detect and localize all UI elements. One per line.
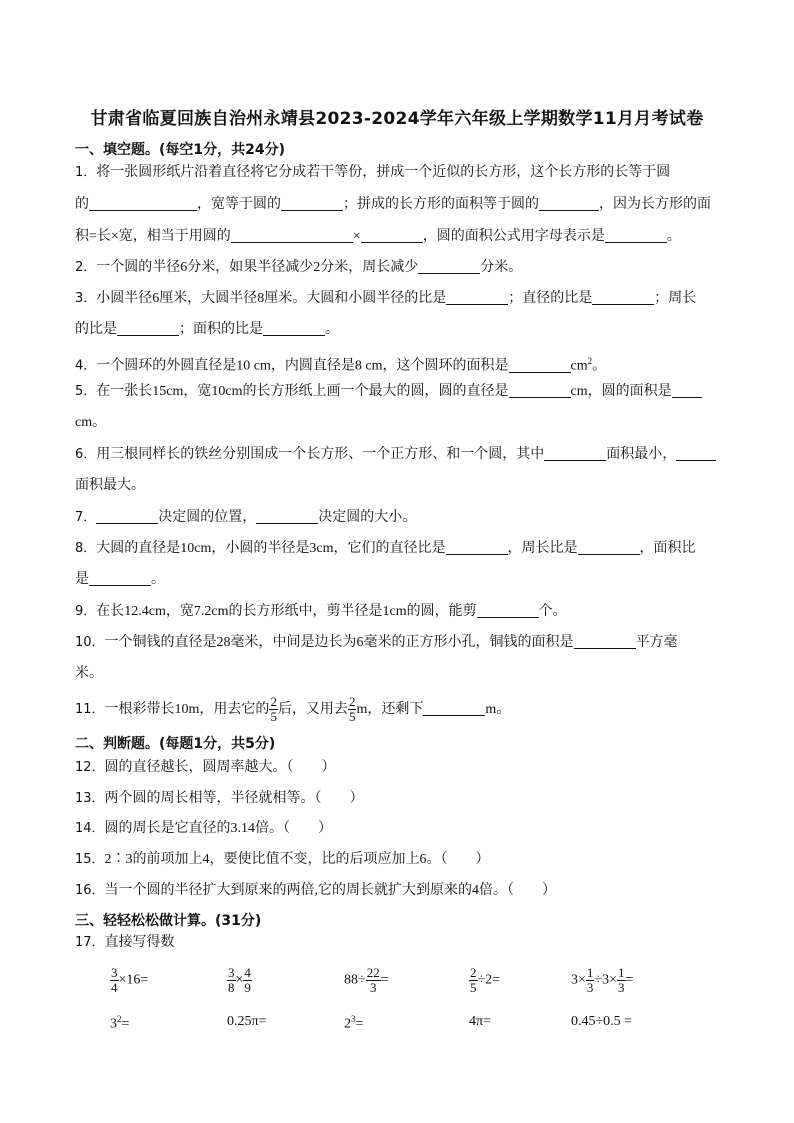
fraction: $\frac{1}{3}$ (618, 965, 625, 995)
calc-item-4: $\frac{2}{5}$ ÷2= (470, 965, 501, 995)
answer-blank[interactable] (231, 226, 353, 243)
fraction: $\frac{2}{5}$ (270, 694, 277, 725)
question-17: 17．直接写得数 (75, 935, 175, 950)
calc-item-1: $\frac{3}{4}$ ×16= (111, 965, 149, 995)
question-11: 11．一根彩带长10m，用去它的 $\frac{2}{5}$ 后，又用去 $\frac{2}{5}$ m，还剩下 m。 (75, 694, 511, 725)
answer-blank[interactable] (96, 507, 158, 524)
answer-blank[interactable] (477, 601, 539, 618)
section-heading-fill-in: 一、填空题。(每空1分，共24分) (75, 142, 286, 158)
fraction: $\frac{22}{3}$ (366, 965, 380, 995)
calc-item-8: $2^3=$ (344, 1014, 364, 1032)
fraction: $\frac{2}{5}$ (470, 965, 477, 995)
question-6-line-2: 面积最大。 (75, 478, 145, 493)
answer-blank[interactable] (256, 507, 318, 524)
answer-blank[interactable] (509, 356, 571, 373)
question-3-line-2: 的比是 ；面积的比是 。 (75, 315, 748, 345)
calc-item-9: 4π= (469, 1014, 491, 1029)
question-6-line-1: 6．用三根同样长的铁丝分别围成一个长方形、一个正方形、和一个圆，其中 面积最小， (75, 440, 748, 470)
exam-title: 甘肃省临夏回族自治州永靖县2023-2024学年六年级上学期数学11月月考试卷 (90, 109, 704, 129)
answer-blank[interactable] (605, 226, 667, 243)
question-14: 14．圆的周长是它直径的3.14倍。（ ） (75, 821, 333, 836)
question-10-line-1: 10．一个铜钱的直径是28毫米，中间是边长为6毫米的正方形小孔，铜钱的面积是 平方毫 (75, 628, 748, 658)
answer-blank[interactable] (418, 257, 480, 274)
question-5-line-2: cm。 (75, 415, 107, 430)
section-heading-true-false: 二、判断题。(每题1分，共5分) (75, 736, 276, 752)
answer-blank[interactable] (423, 699, 485, 716)
calc-item-6: $3^2=$ (110, 1014, 130, 1032)
answer-blank[interactable] (361, 226, 423, 243)
calc-item-2: $\frac{3}{8}$ × $\frac{4}{9}$ (228, 965, 251, 995)
section-heading-calculation: 三、轻轻松松做计算。(31分) (75, 913, 262, 929)
answer-blank[interactable] (509, 381, 571, 398)
question-4: 4．一个圆环的外圆直径是10 cm，内圆直径是8 cm，这个圆环的面积是 $cm^2$。 (75, 356, 607, 374)
question-8-line-1: 8．大圆的直径是10cm，小圆的半径是3cm，它们的直径比是 ，周长比是 ，面积比 (75, 534, 748, 564)
fraction: $\frac{3}{4}$ (111, 965, 118, 995)
answer-blank[interactable] (676, 444, 716, 461)
question-8-line-2: 是 。 (75, 565, 748, 595)
question-7: 7． 决定圆的位置， 决定圆的大小。 (75, 503, 748, 533)
calc-item-3: 88÷ $\frac{22}{3}$ = (344, 965, 389, 995)
fraction: $\frac{1}{3}$ (586, 965, 594, 995)
answer-blank[interactable] (578, 538, 640, 555)
calc-item-7: 0.25π= (227, 1014, 267, 1029)
question-1-line-1: 1．将一张圆形纸片沿着直径将它分成若干等份，拼成一个近似的长方形，这个长方形的长等于圆 (75, 165, 671, 180)
answer-blank[interactable] (281, 194, 343, 211)
fraction: $\frac{2}{5}$ (348, 694, 356, 725)
answer-blank[interactable] (544, 444, 606, 461)
question-15: 15．2∶3的前项加上4，要使比值不变，比的后项应加上6。（ ） (75, 852, 490, 867)
question-2: 2．一个圆的半径6分米，如果半径减少2分米，周长减少 分米。 (75, 253, 748, 283)
question-3-line-1: 3．小圆半径6厘米，大圆半径8厘米。大圆和小圆半径的比是 ；直径的比是 ；周长 (75, 284, 748, 314)
answer-blank[interactable] (446, 288, 508, 305)
answer-blank[interactable] (89, 194, 197, 211)
fraction: $\frac{4}{9}$ (244, 965, 251, 995)
calc-item-5: 3× $\frac{1}{3}$ ÷3× $\frac{1}{3}$ = (571, 965, 634, 995)
calc-item-10: 0.45÷0.5 = (571, 1014, 633, 1029)
answer-blank[interactable] (117, 319, 179, 336)
question-1-line-3: 积=长×宽，相当于用圆的 × ，圆的面积公式用字母表示是 。 (75, 222, 748, 252)
question-5-line-1: 5．在一张长15cm，宽10cm的长方形纸上画一个最大的圆，圆的直径是 cm，圆的面积是 (75, 377, 748, 407)
question-13: 13．两个圆的周长相等，半径就相等。（ ） (75, 791, 364, 806)
answer-blank[interactable] (446, 538, 508, 555)
answer-blank[interactable] (89, 569, 151, 586)
answer-blank[interactable] (574, 632, 636, 649)
question-9: 9．在长12.4cm，宽7.2cm的长方形纸中，剪半径是1cm的圆，能剪 个。 (75, 597, 748, 627)
fraction: $\frac{3}{8}$ (228, 965, 235, 995)
question-16: 16．当一个圆的半径扩大到原来的两倍,它的周长就扩大到原来的4倍。（ ） (75, 883, 557, 898)
question-1-line-2: 的 ，宽等于圆的 ；拼成的长方形的面积等于圆的 ，因为长方形的面 (75, 190, 748, 220)
answer-blank[interactable] (592, 288, 654, 305)
answer-blank[interactable] (263, 319, 325, 336)
question-10-line-2: 米。 (75, 666, 103, 681)
answer-blank[interactable] (539, 194, 599, 211)
answer-blank[interactable] (672, 381, 702, 398)
question-12: 12．圆的直径越长，圆周率越大。（ ） (75, 760, 336, 775)
